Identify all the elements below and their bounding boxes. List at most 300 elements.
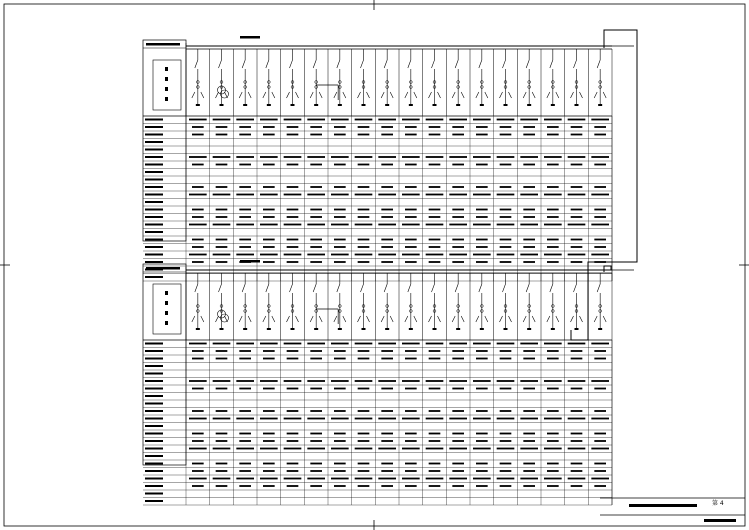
table-cell-mark	[355, 119, 373, 121]
table-cell-mark	[591, 418, 609, 420]
table-cell-mark	[310, 470, 322, 472]
relay-contact	[438, 316, 441, 322]
table-cell-mark	[287, 261, 299, 263]
table-cell-mark	[520, 156, 538, 158]
table-cell-mark	[405, 463, 417, 465]
table-cell-mark	[426, 156, 444, 158]
table-cell-mark	[358, 440, 370, 442]
relay-contact	[603, 92, 606, 98]
feeder-circuit	[263, 273, 275, 330]
table-cell-mark	[378, 194, 396, 196]
table-cell-mark	[523, 134, 535, 136]
feeder-circuit	[594, 49, 606, 106]
table-cell-mark	[310, 440, 322, 442]
table-cell-mark	[520, 478, 538, 480]
breaker-blade	[242, 284, 245, 292]
single-line-diagram-upper	[143, 36, 634, 281]
table-cell-mark	[287, 463, 299, 465]
table-cell-mark	[497, 156, 515, 158]
outgoing-terminal	[433, 328, 437, 330]
row-header-mark	[145, 231, 163, 233]
table-cell-mark	[358, 246, 370, 248]
table-cell-mark	[571, 164, 583, 166]
table-cell-mark	[239, 440, 251, 442]
table-cell-mark	[571, 485, 583, 487]
relay-contact	[390, 92, 393, 98]
table-cell-mark	[358, 433, 370, 435]
table-cell-mark	[473, 119, 491, 121]
table-cell-mark	[287, 485, 299, 487]
relay-contact	[272, 316, 275, 322]
table-cell-mark	[331, 478, 349, 480]
panel-name-glyph	[165, 301, 168, 305]
table-cell-mark	[263, 186, 275, 188]
panel-name-glyph	[165, 77, 168, 81]
table-cell-mark	[547, 485, 559, 487]
table-cell-mark	[192, 164, 204, 166]
feeder-circuit	[476, 273, 488, 330]
table-cell-mark	[568, 343, 586, 345]
row-header-mark	[145, 126, 163, 128]
table-cell-mark	[358, 388, 370, 390]
table-cell-mark	[239, 216, 251, 218]
table-cell-mark	[405, 134, 417, 136]
row-header-mark	[145, 156, 163, 158]
row-header-mark	[145, 448, 163, 450]
outgoing-terminal	[220, 328, 224, 330]
row-header-mark	[145, 119, 163, 121]
table-cell-mark	[287, 470, 299, 472]
table-cell-mark	[571, 410, 583, 412]
table-cell-mark	[568, 380, 586, 382]
table-cell-mark	[307, 418, 325, 420]
table-cell-mark	[473, 343, 491, 345]
table-cell-mark	[378, 119, 396, 121]
table-cell-mark	[284, 254, 302, 256]
table-cell-mark	[402, 156, 420, 158]
table-cell-mark	[547, 134, 559, 136]
table-cell-mark	[523, 433, 535, 435]
table-cell-mark	[334, 350, 346, 352]
table-cell-mark	[381, 433, 393, 435]
row-header-mark	[145, 164, 163, 166]
relay-contact	[343, 92, 346, 98]
feeder-circuit	[523, 49, 535, 106]
table-cell-mark	[429, 164, 441, 166]
table-cell-mark	[263, 246, 275, 248]
table-cell-mark	[192, 440, 204, 442]
outgoing-terminal	[456, 328, 460, 330]
row-header-mark	[145, 179, 163, 181]
table-cell-mark	[216, 239, 228, 241]
table-cell-mark	[334, 485, 346, 487]
table-cell-mark	[449, 418, 467, 420]
table-cell-mark	[571, 440, 583, 442]
table-cell-mark	[571, 463, 583, 465]
table-cell-mark	[547, 186, 559, 188]
table-cell-mark	[523, 246, 535, 248]
breaker-blade	[574, 60, 577, 68]
relay-contact	[248, 92, 251, 98]
table-cell-mark	[213, 254, 231, 256]
table-cell-mark	[378, 478, 396, 480]
breaker-blade	[361, 284, 364, 292]
table-cell-mark	[452, 239, 464, 241]
table-cell-mark	[547, 126, 559, 128]
table-cell-mark	[310, 358, 322, 360]
table-cell-mark	[500, 350, 512, 352]
table-cell-mark	[287, 216, 299, 218]
table-cell-mark	[520, 194, 538, 196]
table-cell-mark	[263, 485, 275, 487]
table-cell-mark	[334, 470, 346, 472]
table-cell-mark	[381, 186, 393, 188]
table-cell-mark	[523, 440, 535, 442]
table-cell-mark	[192, 485, 204, 487]
table-cell-mark	[405, 410, 417, 412]
table-cell-mark	[355, 194, 373, 196]
table-cell-mark	[307, 254, 325, 256]
table-cell-mark	[287, 209, 299, 211]
table-cell-mark	[429, 261, 441, 263]
panel-code-mark	[146, 267, 180, 270]
table-cell-mark	[310, 433, 322, 435]
table-cell-mark	[192, 216, 204, 218]
table-cell-mark	[429, 463, 441, 465]
table-cell-mark	[571, 433, 583, 435]
table-cell-mark	[523, 126, 535, 128]
table-cell-mark	[591, 380, 609, 382]
table-cell-mark	[331, 194, 349, 196]
table-cell-mark	[192, 433, 204, 435]
feeder-circuit	[429, 273, 441, 330]
breaker-blade	[597, 284, 600, 292]
panel-name-glyph	[165, 97, 168, 101]
table-cell-mark	[192, 134, 204, 136]
panel-name-glyph	[165, 67, 168, 71]
header-frame	[143, 264, 186, 465]
table-cell-mark	[334, 358, 346, 360]
relay-contact	[405, 316, 408, 322]
table-cell-mark	[216, 216, 228, 218]
tie-connection-lower	[571, 272, 588, 340]
table-cell-mark	[213, 343, 231, 345]
table-cell-mark	[331, 119, 349, 121]
row-header-mark	[145, 365, 163, 367]
table-cell-mark	[310, 164, 322, 166]
table-cell-mark	[263, 358, 275, 360]
relay-contact	[485, 316, 488, 322]
panel-name-glyph	[165, 311, 168, 315]
outgoing-terminal	[433, 104, 437, 106]
outgoing-terminal	[267, 328, 271, 330]
feeder-circuit	[452, 49, 464, 106]
table-cell-mark	[473, 478, 491, 480]
table-cell-mark	[402, 418, 420, 420]
relay-contact	[239, 92, 242, 98]
table-cell-mark	[429, 485, 441, 487]
table-cell-mark	[500, 239, 512, 241]
table-cell-mark	[260, 478, 278, 480]
table-cell-mark	[381, 209, 393, 211]
table-cell-mark	[497, 343, 515, 345]
table-cell-mark	[189, 448, 207, 450]
table-cell-mark	[236, 343, 254, 345]
table-cell-mark	[355, 448, 373, 450]
table-cell-mark	[594, 350, 606, 352]
relay-contact	[367, 316, 370, 322]
table-cell-mark	[476, 388, 488, 390]
table-cell-mark	[192, 209, 204, 211]
table-cell-mark	[381, 164, 393, 166]
table-cell-mark	[331, 224, 349, 226]
table-cell-mark	[449, 343, 467, 345]
table-cell-mark	[355, 380, 373, 382]
breaker-blade	[550, 60, 553, 68]
table-cell-mark	[213, 224, 231, 226]
table-cell-mark	[568, 156, 586, 158]
outgoing-terminal	[196, 104, 200, 106]
table-cell-mark	[571, 261, 583, 263]
relay-contact	[485, 92, 488, 98]
table-cell-mark	[263, 164, 275, 166]
feeder-circuit	[452, 273, 464, 330]
table-cell-mark	[192, 261, 204, 263]
table-cell-mark	[520, 343, 538, 345]
table-cell-mark	[310, 410, 322, 412]
table-cell-mark	[331, 343, 349, 345]
breaker-blade	[503, 284, 506, 292]
table-cell-mark	[452, 209, 464, 211]
row-header-mark	[145, 216, 163, 218]
outgoing-terminal	[575, 328, 579, 330]
table-cell-mark	[284, 478, 302, 480]
table-cell-mark	[331, 380, 349, 382]
table-cell-mark	[449, 156, 467, 158]
table-cell-mark	[497, 448, 515, 450]
table-cell-mark	[497, 254, 515, 256]
table-cell-mark	[216, 164, 228, 166]
table-cell-mark	[239, 410, 251, 412]
relay-contact	[248, 316, 251, 322]
table-cell-mark	[216, 440, 228, 442]
table-cell-mark	[405, 246, 417, 248]
table-cell-mark	[594, 470, 606, 472]
table-cell-mark	[189, 478, 207, 480]
table-cell-mark	[402, 254, 420, 256]
table-cell-mark	[547, 440, 559, 442]
table-cell-mark	[571, 134, 583, 136]
table-cell-mark	[591, 254, 609, 256]
breaker-blade	[526, 60, 529, 68]
outgoing-terminal	[385, 104, 389, 106]
table-cell-mark	[216, 350, 228, 352]
table-cell-mark	[500, 246, 512, 248]
feeder-circuit	[192, 273, 204, 330]
table-cell-mark	[571, 246, 583, 248]
table-cell-mark	[405, 440, 417, 442]
table-cell-mark	[378, 254, 396, 256]
relay-contact	[603, 316, 606, 322]
table-cell-mark	[426, 448, 444, 450]
breaker-blade	[195, 60, 198, 68]
table-cell-mark	[239, 470, 251, 472]
relay-contact	[500, 92, 503, 98]
table-cell-mark	[571, 358, 583, 360]
relay-contact	[461, 92, 464, 98]
relay-contact	[319, 92, 322, 98]
row-header-mark	[145, 194, 163, 196]
relay-contact	[532, 92, 535, 98]
table-cell-mark	[213, 380, 231, 382]
table-cell-mark	[239, 134, 251, 136]
table-cell-mark	[216, 433, 228, 435]
table-cell-mark	[523, 239, 535, 241]
outgoing-terminal	[551, 104, 555, 106]
feeder-circuit	[263, 49, 275, 106]
table-cell-mark	[402, 224, 420, 226]
table-cell-mark	[310, 350, 322, 352]
table-cell-mark	[260, 448, 278, 450]
relay-contact	[381, 316, 384, 322]
table-cell-mark	[473, 194, 491, 196]
table-cell-mark	[284, 224, 302, 226]
table-cell-mark	[287, 410, 299, 412]
table-cell-mark	[334, 410, 346, 412]
table-cell-mark	[334, 388, 346, 390]
table-cell-mark	[334, 126, 346, 128]
table-cell-mark	[334, 463, 346, 465]
table-cell-mark	[378, 343, 396, 345]
feeder-circuit	[239, 273, 251, 330]
bus-label-mark	[240, 260, 260, 263]
table-cell-mark	[594, 216, 606, 218]
relay-contact	[381, 92, 384, 98]
row-header-mark	[145, 418, 163, 420]
table-cell-mark	[426, 254, 444, 256]
feeder-circuit	[216, 49, 228, 106]
relay-contact	[429, 316, 432, 322]
relay-contact	[414, 316, 417, 322]
table-cell-mark	[405, 209, 417, 211]
outgoing-terminal	[196, 328, 200, 330]
table-cell-mark	[591, 194, 609, 196]
table-cell-mark	[381, 261, 393, 263]
table-cell-mark	[334, 261, 346, 263]
table-cell-mark	[263, 388, 275, 390]
table-cell-mark	[500, 164, 512, 166]
table-cell-mark	[213, 418, 231, 420]
row-header-mark	[145, 403, 163, 405]
relay-contact	[594, 92, 597, 98]
table-cell-mark	[236, 478, 254, 480]
outer-border	[4, 4, 745, 526]
table-cell-mark	[334, 440, 346, 442]
row-header-mark	[145, 209, 163, 211]
table-cell-mark	[523, 209, 535, 211]
table-cell-mark	[547, 410, 559, 412]
table-cell-mark	[449, 478, 467, 480]
table-cell-mark	[449, 254, 467, 256]
table-cell-mark	[500, 134, 512, 136]
table-cell-mark	[381, 134, 393, 136]
table-cell-mark	[287, 186, 299, 188]
table-cell-mark	[452, 126, 464, 128]
table-cell-mark	[473, 156, 491, 158]
table-cell-mark	[449, 380, 467, 382]
table-cell-mark	[476, 470, 488, 472]
breaker-blade	[503, 60, 506, 68]
table-cell-mark	[189, 156, 207, 158]
relay-contact	[296, 92, 299, 98]
table-cell-mark	[405, 358, 417, 360]
relay-contact	[358, 316, 361, 322]
table-cell-mark	[452, 470, 464, 472]
breaker-blade	[266, 284, 269, 292]
table-cell-mark	[310, 186, 322, 188]
table-cell-mark	[449, 224, 467, 226]
table-cell-mark	[310, 261, 322, 263]
feeder-circuit	[405, 273, 417, 330]
table-cell-mark	[189, 119, 207, 121]
table-cell-mark	[523, 410, 535, 412]
row-header-mark	[145, 433, 163, 435]
table-cell-mark	[544, 448, 562, 450]
relay-contact	[509, 316, 512, 322]
table-cell-mark	[520, 224, 538, 226]
table-cell-mark	[594, 358, 606, 360]
table-cell-mark	[547, 209, 559, 211]
outgoing-terminal	[267, 104, 271, 106]
row-header-mark	[145, 380, 163, 382]
table-cell-mark	[213, 194, 231, 196]
table-cell-mark	[358, 209, 370, 211]
table-cell-mark	[594, 209, 606, 211]
table-cell-mark	[381, 463, 393, 465]
feeder-circuit	[239, 49, 251, 106]
table-cell-mark	[429, 358, 441, 360]
breaker-blade	[384, 284, 387, 292]
table-cell-mark	[429, 186, 441, 188]
table-cell-mark	[452, 164, 464, 166]
relay-contact	[580, 316, 583, 322]
outgoing-terminal	[480, 104, 484, 106]
row-header-mark	[145, 186, 163, 188]
breaker-blade	[361, 60, 364, 68]
table-cell-mark	[452, 388, 464, 390]
table-cell-mark	[284, 343, 302, 345]
table-cell-mark	[213, 448, 231, 450]
table-cell-mark	[378, 224, 396, 226]
breaker-blade	[242, 60, 245, 68]
table-cell-mark	[236, 418, 254, 420]
breaker-blade	[313, 60, 316, 68]
tie-connection-lower-stub	[604, 266, 611, 272]
table-cell-mark	[236, 448, 254, 450]
table-cell-mark	[405, 164, 417, 166]
table-cell-mark	[426, 224, 444, 226]
table-cell-mark	[213, 119, 231, 121]
table-cell-mark	[192, 410, 204, 412]
table-cell-mark	[452, 350, 464, 352]
table-cell-mark	[520, 119, 538, 121]
table-cell-mark	[287, 388, 299, 390]
table-cell-mark	[216, 358, 228, 360]
table-cell-mark	[544, 478, 562, 480]
table-cell-mark	[476, 239, 488, 241]
outgoing-terminal	[385, 328, 389, 330]
table-cell-mark	[405, 239, 417, 241]
